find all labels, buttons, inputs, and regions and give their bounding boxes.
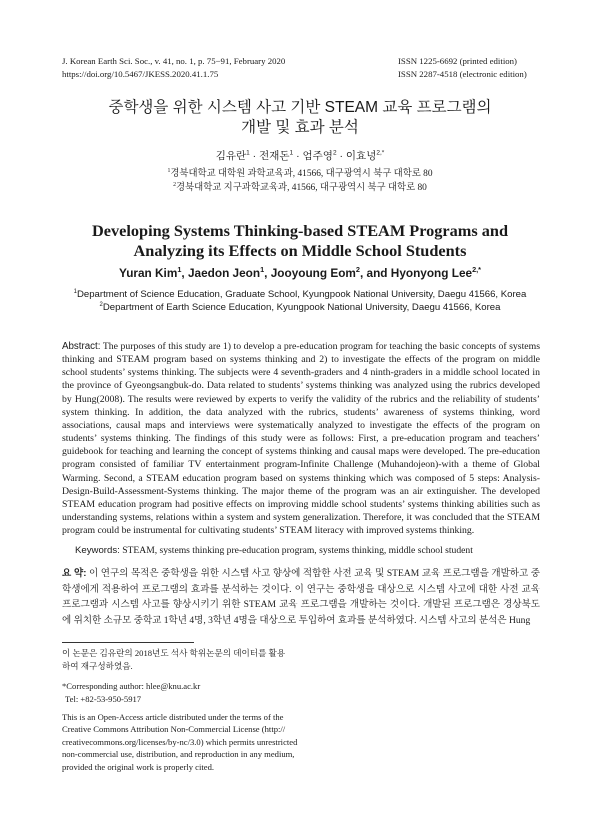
english-title-line2: Analyzing its Effects on Middle School Students bbox=[133, 240, 467, 260]
affil-sup: 1 bbox=[167, 167, 171, 174]
korean-title-line1: 중학생을 위한 시스템 사고 기반 STEAM 교육 프로그램의 bbox=[108, 99, 492, 116]
english-affiliation bbox=[0, 288, 600, 301]
author-sup: 2,* bbox=[472, 265, 482, 275]
doi-link[interactable]: https://doi.org/10.5467/JKESS.2020.41.1.75 bbox=[62, 69, 219, 79]
affil-sup: 2 bbox=[173, 181, 177, 188]
korean-abstract-label: 요 약: bbox=[62, 568, 87, 579]
affil-text: Department of Earth Science Education, Kyungpook National University, Daegu 41566, Korea bbox=[102, 302, 501, 313]
keywords bbox=[75, 545, 545, 556]
footnote bbox=[62, 647, 292, 673]
keywords-label: Keywords: bbox=[75, 545, 120, 556]
license-line: provided the original work is properly cited. bbox=[62, 761, 215, 772]
affil-sup: 1 bbox=[73, 288, 77, 295]
abstract-text: The purposes of this study are 1) to develop a pre-education program for teaching the basic concepts of systems thinking and STEAM program based on systems thinking and 2) to investigate the effects of the program on middle school students’ systems thinking. The subjects were 4 seventh-graders and 4 ninth-graders in a middle school located in the province of Gyeongsangbuk-do. Data related to students’ systems thinking was analyzed using the rubrics developed by Hung(2008). The results were reviewed by experts to verify the validity of the rubrics and the reliability of students’ system thinking. In addition, the data analyzed with the rubrics, students’ awareness of systems thinking, word associations, causal maps and interviews were systematically analyzed to investigate the effects of the program on students’ systems thinking. The findings of this study were as follows: First, a pre-education program and teachers’ guidebook for teaching and learning the concept of systems thinking and causal maps were developed. The pre-education program consisted of familiar TV entertainment program-Infinite Challenge (Muhandojeon)-with a theme of Global Warming. Second, a STEAM education program based on systems thinking which was composed of 5 steps: Analysis-Design-Build-Assessment-Systems thinking. The major theme of the program was an air extinguisher. The developed STEAM education program had positive effects on improving middle school students’ systems thinking abilities such as understanding systems, relations within a system and system generalization. Therefore, it was concluded that the STEAM program could be instrumental for cultivating students’ STEAM literacy with improved systems thinking. bbox=[62, 341, 540, 537]
english-author: Jooyoung Eom bbox=[270, 266, 356, 280]
korean-title-line2: 개발 및 효과 분석 bbox=[241, 119, 359, 136]
license-line: Creative Commons Attribution Non-Commercial License (http:// bbox=[62, 724, 286, 735]
english-title bbox=[0, 221, 600, 260]
affil-text: 경북대학교 대학원 과학교육과, 41566, 대구광역시 북구 대학로 80 bbox=[170, 169, 433, 179]
english-affiliations bbox=[0, 288, 600, 314]
author-sup: 2,* bbox=[376, 149, 385, 157]
abstract-label: Abstract: bbox=[62, 341, 101, 352]
korean-affiliation bbox=[0, 168, 600, 182]
korean-abstract-text: 이 연구의 목적은 중학생을 위한 시스템 사고 향상에 적합한 사전 교육 및 STEAM 교육 프로그램을 개발하고 중학생에게 적용하여 프로그램의 효과를 분석하는 것이다. 이 연구는 중학생을 대상으로 시스템 사고에 대한 사전 교육 프로그램과 시스템 사고를 향상시키기 위한 STEAM 교육 프로그램을 개발하는 것이다. 개발된 프로그램은 경상북도에 위치한 소규모 중학교 1학년 4명, 3학년 4명을 대상으로 투입하여 효과를 분석하였다. 시스템 사고의 분석은 Hung bbox=[62, 568, 541, 627]
korean-author: 이효녕 bbox=[345, 150, 377, 162]
author-sup: 1 bbox=[260, 265, 265, 275]
footnote-line: 이 논문은 김유란의 2018년도 석사 학위논문의 데이터를 활용 bbox=[62, 648, 286, 658]
author-sup: 1 bbox=[246, 149, 250, 157]
footnote-line: 하여 재구성하였음. bbox=[62, 661, 133, 672]
corresponding-author bbox=[62, 680, 292, 705]
author-separator: , and bbox=[359, 266, 391, 280]
english-author: Yuran Kim bbox=[118, 266, 178, 280]
english-affiliation bbox=[0, 301, 600, 314]
license-line: non-commercial use, distribution, and reproduction in any medium, bbox=[62, 749, 295, 760]
author-separator: · bbox=[249, 150, 260, 162]
korean-author: 전재돈 bbox=[259, 150, 290, 162]
abstract bbox=[62, 340, 540, 537]
english-authors bbox=[0, 266, 600, 280]
korean-author: 엄주영 bbox=[302, 150, 333, 162]
running-header bbox=[62, 55, 538, 81]
author-separator: · bbox=[293, 150, 303, 162]
english-author: Jaedon Jeon bbox=[187, 266, 261, 280]
author-sup: 2 bbox=[332, 149, 337, 157]
license-line: creativecommons.org/licenses/by-nc/3.0) which permits unrestricted bbox=[62, 736, 298, 747]
issn-electronic: ISSN 2287-4518 (electronic edition) bbox=[398, 69, 527, 79]
korean-affiliations bbox=[0, 168, 600, 195]
affil-text: 경북대학교 지구과학교육과, 41566, 대구광역시 북구 대학로 80 bbox=[176, 182, 427, 193]
header-right bbox=[398, 55, 527, 81]
korean-author: 김유란 bbox=[215, 150, 247, 162]
english-author: Hyonyong Lee bbox=[390, 266, 473, 280]
affil-sup: 2 bbox=[99, 301, 103, 308]
affil-text: Department of Science Education, Graduate School, Kyungpook National University, Daegu 41566, Korea bbox=[76, 289, 527, 300]
author-sup: 2 bbox=[355, 265, 360, 275]
korean-affiliation bbox=[0, 182, 600, 196]
korean-abstract bbox=[62, 566, 540, 629]
corresponding-email: *Corresponding author: hlee@knu.ac.kr bbox=[62, 681, 201, 691]
author-sup: 1 bbox=[289, 149, 294, 157]
header-left bbox=[62, 55, 285, 81]
korean-authors bbox=[0, 148, 600, 163]
license-notice bbox=[62, 711, 297, 773]
issn-print: ISSN 1225-6692 (printed edition) bbox=[398, 56, 517, 66]
korean-title bbox=[0, 98, 600, 138]
author-separator: , bbox=[264, 266, 271, 280]
author-separator: · bbox=[336, 150, 346, 162]
corresponding-tel: Tel: +82-53-950-5917 bbox=[65, 693, 142, 704]
license-line: This is an Open-Access article distributed under the terms of the bbox=[62, 712, 284, 722]
journal-citation: J. Korean Earth Sci. Soc., v. 41, no. 1, p. 75−91, February 2020 bbox=[62, 56, 286, 66]
keywords-text: STEAM, systems thinking pre-education program, systems thinking, middle school student bbox=[122, 545, 473, 556]
author-sup: 1 bbox=[177, 265, 182, 275]
english-title-line1: Developing Systems Thinking-based STEAM Programs and bbox=[92, 221, 508, 240]
footnote-divider bbox=[62, 642, 194, 643]
author-separator: , bbox=[181, 266, 188, 280]
